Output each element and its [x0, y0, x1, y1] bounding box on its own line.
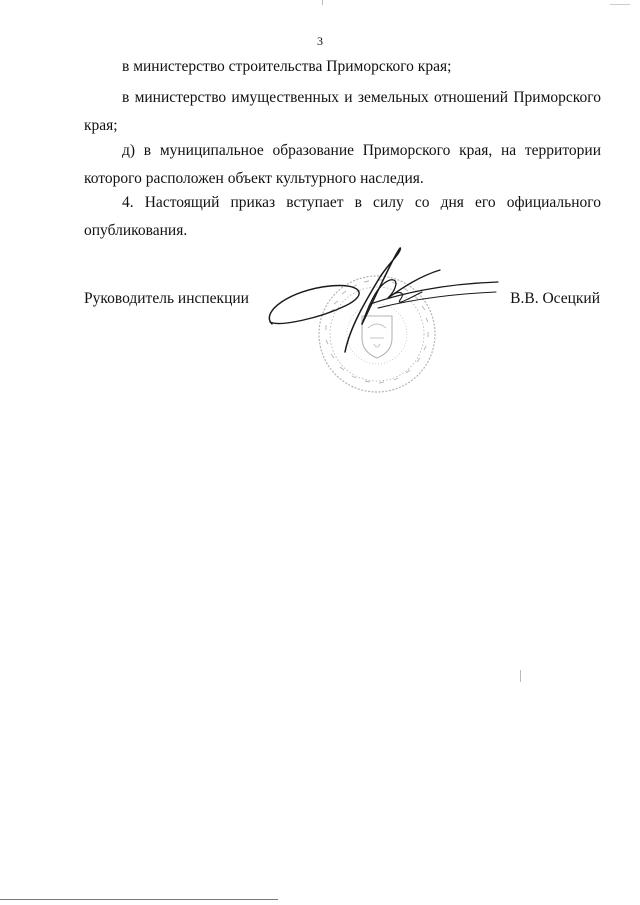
stamp-and-signature	[250, 232, 510, 402]
scan-artifact	[322, 0, 323, 5]
paragraph-effective-date: 4. Настоящий приказ вступает в силу со дня его официального опубликования.	[84, 194, 601, 239]
signer-position: Руководитель инспекции	[84, 290, 249, 307]
signer-name: В.В. Осецкий	[510, 290, 600, 307]
scan-artifact	[0, 899, 278, 900]
scan-artifact	[520, 670, 521, 682]
page-number: 3	[317, 34, 323, 48]
paragraph-municipality: д) в муниципальное образование Приморского края, на территории которого расположен объект культурного наследия.	[84, 142, 601, 187]
paragraph-ministry-construction: в министерство строительства Приморского края;	[122, 58, 452, 75]
paragraph-ministry-property: в министерство имущественных и земельных отношений Приморского края;	[84, 89, 601, 134]
seal-graphic	[250, 232, 510, 402]
signature-icon	[269, 248, 498, 352]
scan-artifact	[610, 4, 630, 5]
